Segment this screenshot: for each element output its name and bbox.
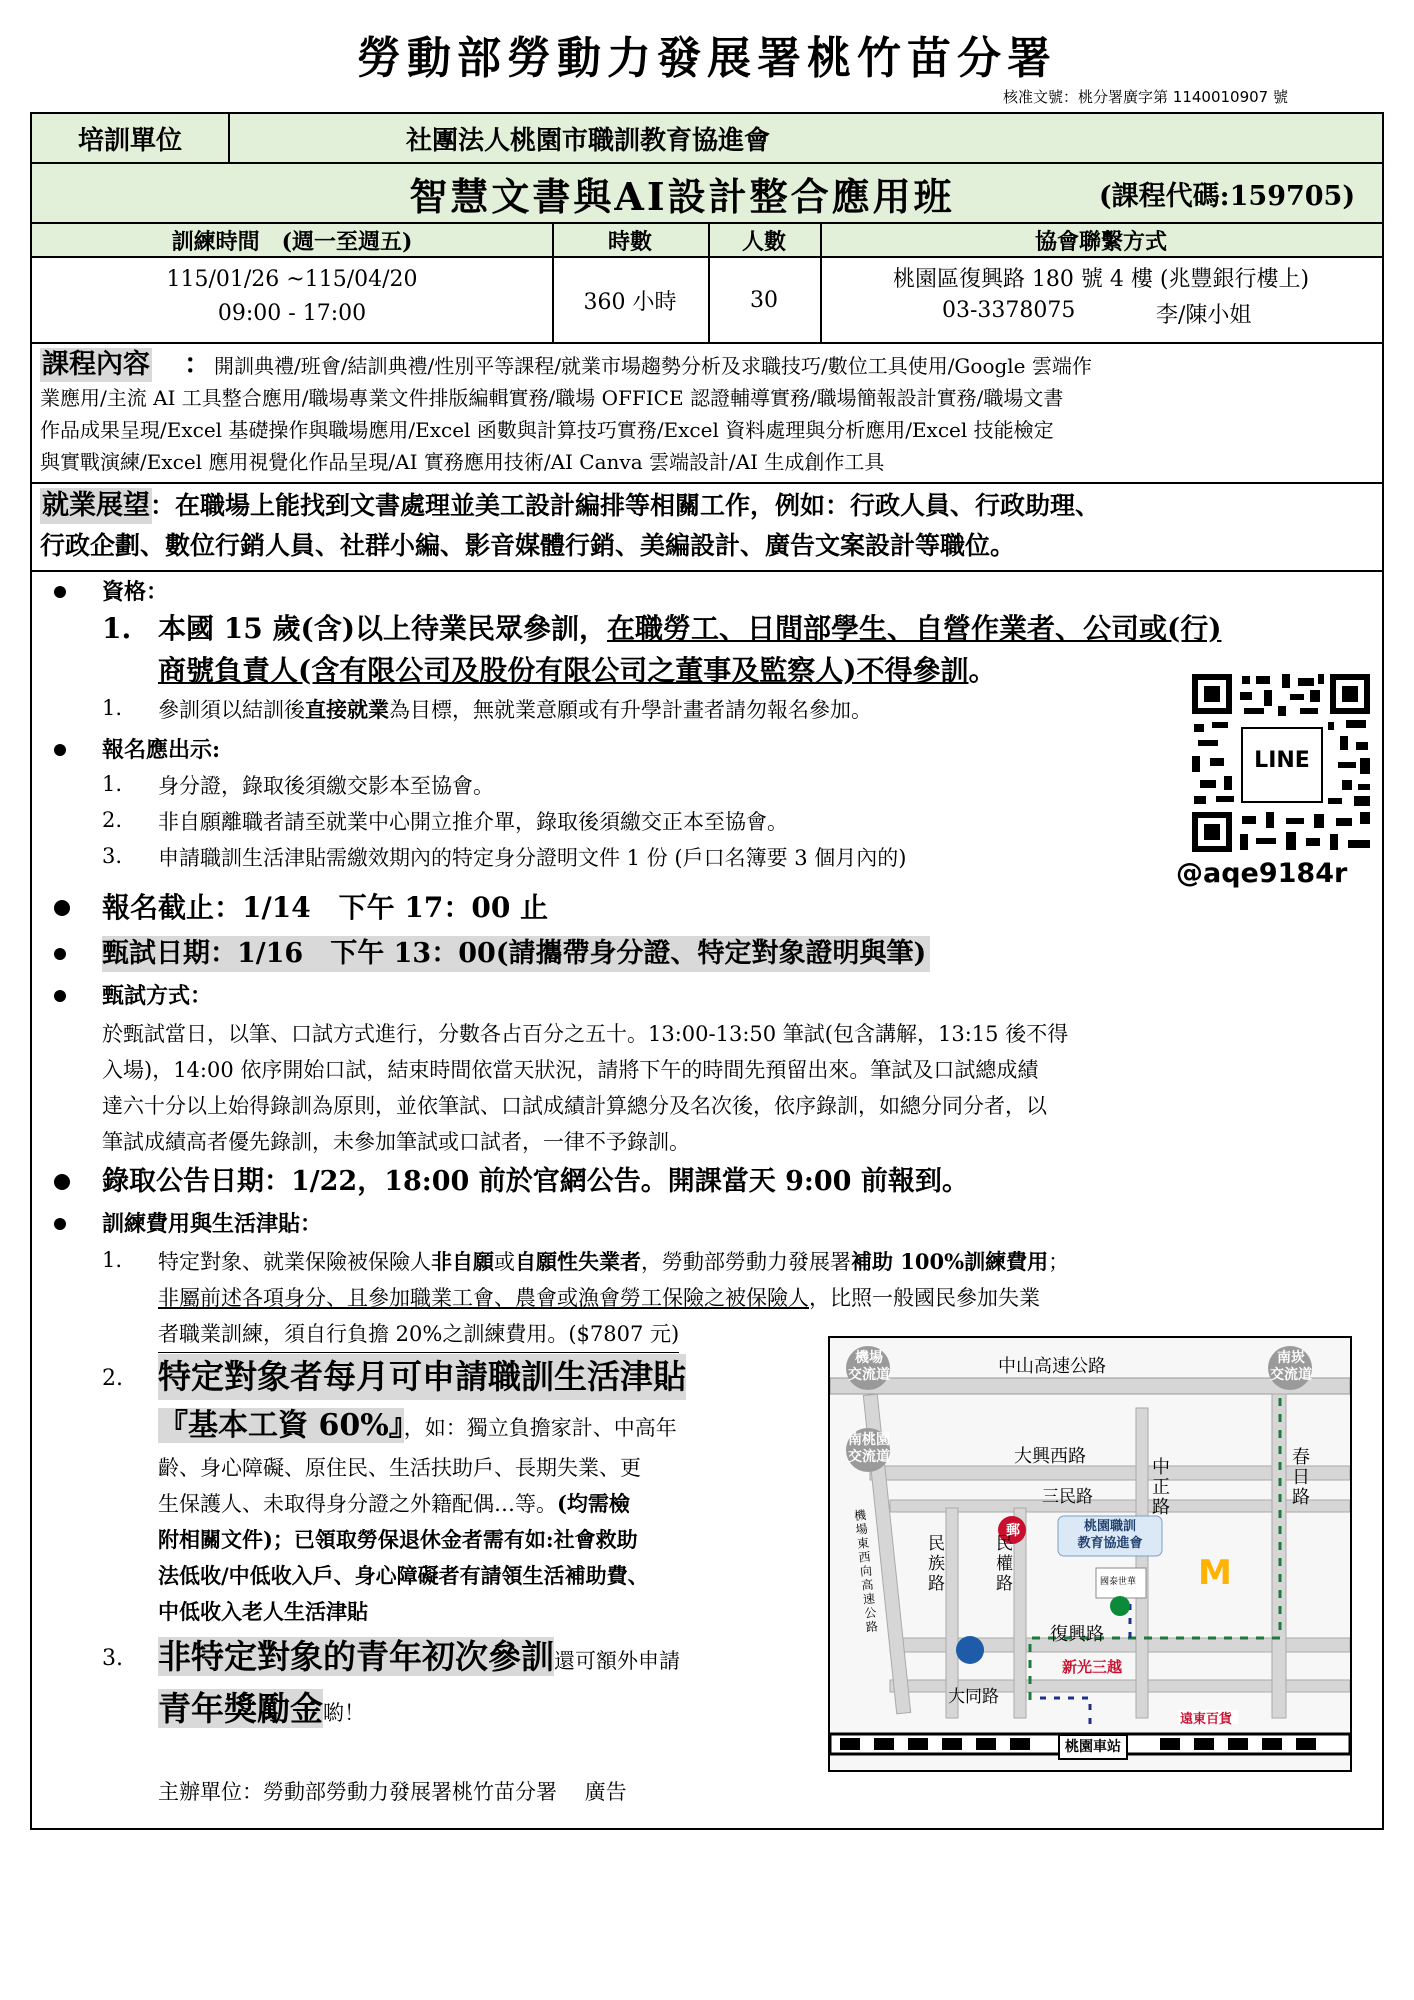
map-label-sanmin: 三民路 [1042, 1487, 1093, 1507]
time-range: 09:00 - 17:00 [217, 300, 367, 326]
registration-item: 身分證，錄取後須繳交影本至協會。 [158, 774, 494, 798]
line-label: LINE [1254, 748, 1310, 773]
map-label-daxing: 大興西路 [1014, 1446, 1086, 1467]
item-number: 1. [102, 1248, 123, 1272]
map-label-datong: 大同路 [948, 1687, 999, 1707]
unit-value: 社團法人桃園市職訓教育協進會 [405, 125, 770, 156]
map-label-airport: 機場 交流道 [848, 1350, 890, 1383]
col-contact-header: 協會聯繫方式 [1034, 228, 1167, 255]
bullet [54, 1218, 66, 1230]
registration-deadline: 報名截止：1/14 下午 17：00 止 [102, 891, 549, 924]
youth-bonus-cont: 青年獎勵金喲！ [158, 1689, 365, 1728]
exam-date: 甄試日期：1/16 下午 13：00(請攜帶身分證、特定對象證明與筆) [102, 936, 930, 972]
map-label-fareast: 遠東百貨 [1180, 1712, 1233, 1727]
col-people-header: 人數 [741, 228, 786, 255]
col-hours-header: 時數 [607, 228, 652, 255]
item-number: 1. [102, 612, 132, 645]
course-code: (課程代碼:159705) [1098, 180, 1356, 212]
living-allowance-wage: 『基本工資 60%』，如：獨立負擔家計、中高年 [158, 1408, 677, 1443]
qualification-item-1-cont: 商號負責人(含有限公司及股份有限公司之董事及監察人)不得參訓。 [158, 654, 997, 687]
bullet [54, 1174, 70, 1190]
map-label-fuxing: 復興路 [1050, 1624, 1104, 1645]
col-time-header: 訓練時間 (週一至週五) [171, 228, 413, 255]
living-allowance-line: 附相關文件)；已領取勞保退休金者需有如:社會救助 [158, 1527, 638, 1552]
map-label-nankan: 南桃園 交流道 [848, 1432, 890, 1465]
fees-item-1-cont: 非屬前述各項身分、且參加職業工會、農會或漁會勞工保險之被保險人，比照一般國民參加失業 [158, 1286, 1040, 1310]
map-label-bank: 國泰世華 [1100, 1577, 1137, 1587]
youth-bonus: 非特定對象的青年初次參訓還可額外申請 [158, 1637, 680, 1676]
map-label-center: 桃園職訓 教育協進會 [1077, 1519, 1143, 1551]
location-map [828, 1336, 1352, 1772]
career-line: ：在職場上能找到文書處理並美工設計編排等相關工作，例如：行政人員、行政助理、 [150, 491, 1101, 520]
living-allowance-line: 齡、身心障礙、原住民、生活扶助戶、長期失業、更 [158, 1456, 641, 1480]
course-content-line: 作品成果呈現/Excel 基礎操作與職場應用/Excel 函數與計算技巧實務/Excel 資料處理與分析應用/Excel 技能檢定 [40, 418, 1054, 442]
bullet [54, 948, 66, 960]
qualification-item-1: 本國 15 歲(含)以上待業民眾參訓，在職勞工、日間部學生、自營作業者、公司或(行) [158, 612, 1222, 645]
map-label-chunri: 春日路 [1292, 1447, 1310, 1508]
fees-item-1: 特定對象、就業保險被保險人非自願或自願性失業者，勞動部勞動力發展署補助 100%訓練費用； [158, 1249, 1070, 1274]
map-label-highway: 中山高速公路 [998, 1356, 1106, 1377]
map-label-dongxi: 機場東西向高速公路 [853, 1507, 879, 1635]
hours-value: 360 小時 [583, 289, 677, 315]
map-label-shinkong: 新光三越 [1062, 1658, 1123, 1676]
map-label-minquan: 民權路 [996, 1534, 1013, 1594]
contact-address: 桃園區復興路 180 號 4 樓 (兆豐銀行樓上) [892, 266, 1310, 292]
page-title: 勞動部勞動力發展署桃竹苗分署 [357, 33, 1057, 84]
exam-method-line: 達六十分以上始得錄訓為原則，並依筆試、口試成績計算總分及名次後，依序錄訓，如總分同分者，以 [102, 1094, 1047, 1118]
course-content-colon: ： [184, 349, 211, 380]
registration-item: 非自願離職者請至就業中心開立推介單，錄取後須繳交正本至協會。 [158, 810, 788, 834]
contact-phone: 03-3378075 [942, 298, 1076, 323]
career-label: 就業展望 [40, 488, 152, 524]
item-number: 3. [102, 1646, 123, 1671]
line-handle[interactable]: @aqe9184r [1176, 858, 1348, 889]
living-allowance-title: 特定對象者每月可申請職訓生活津貼 [158, 1354, 686, 1400]
living-allowance-line: 生保護人、未取得身分證之外籍配偶…等。(均需檢 [158, 1491, 630, 1516]
qualification-label: 資格： [102, 579, 169, 605]
organizer-footer: 主辦單位：勞動部勞動力發展署桃竹苗分署 廣告 [158, 1780, 627, 1804]
unit-label: 培訓單位 [77, 125, 182, 156]
item-number: 1. [102, 772, 123, 796]
map-roads [830, 1338, 1350, 1770]
map-label-nankan-interchange: 南崁 交流道 [1270, 1350, 1312, 1383]
item-number: 2. [102, 808, 123, 832]
map-post-icon: 郵 [1006, 1523, 1020, 1539]
date-range: 115/01/26 ~115/04/20 [166, 266, 418, 292]
bullet [54, 586, 66, 598]
people-value: 30 [750, 287, 778, 313]
fees-item-1-cont: 者職業訓練，須自行負擔 20%之訓練費用。($7807 元) [158, 1316, 679, 1353]
contact-person: 李/陳小姐 [1156, 303, 1252, 328]
item-number: 2. [102, 1366, 123, 1391]
course-title: 智慧文書與AI設計整合應用班 [409, 173, 955, 219]
qualification-item-2: 參訓須以結訓後直接就業為目標，無就業意願或有升學計畫者請勿報名參加。 [158, 697, 872, 722]
approval-number: 核准文號：桃分署廣字第 1140010907 號 [1003, 88, 1288, 106]
item-number: 1. [102, 696, 123, 720]
line-qr-code[interactable] [1190, 672, 1374, 856]
map-label-station: 桃園車站 [1058, 1734, 1128, 1760]
career-line: 行政企劃、數位行銷人員、社群小編、影音媒體行銷、美編設計、廣告文案設計等職位。 [40, 531, 1016, 560]
flyer-frame [30, 112, 1384, 1830]
course-content-label: 課程內容 [42, 349, 150, 380]
fees-label: 訓練費用與生活津貼： [102, 1211, 323, 1237]
registration-item: 申請職訓生活津貼需繳效期內的特定身分證明文件 1 份 (戶口名簿要 3 個月內的) [158, 846, 907, 870]
course-content-line: 業應用/主流 AI 工具整合應用/職場專業文件排版編輯實務/職場 OFFICE 認證輔導實務/職場簡報設計實務/職場文書 [40, 386, 1064, 410]
item-number: 3. [102, 844, 123, 868]
bullet [54, 900, 70, 916]
registration-label: 報名應出示: [102, 737, 221, 763]
exam-method-line: 於甄試當日，以筆、口試方式進行，分數各占百分之五十。13:00-13:50 筆試(包含講解，13:15 後不得 [102, 1022, 1069, 1046]
svg-text:M: M [1198, 1553, 1232, 1593]
bullet [54, 990, 66, 1002]
map-label-minzu: 民族路 [928, 1534, 945, 1594]
course-content-line: 與實戰演練/Excel 應用視覺化作品呈現/AI 實務應用技術/AI Canva 雲端設計/AI 生成創作工具 [40, 450, 885, 474]
exam-method-line: 筆試成績高者優先錄訓，未參加筆試或口試者，一律不予錄訓。 [102, 1130, 690, 1154]
exam-method-line: 入場)，14:00 依序開始口試，結束時間依當天狀況，請將下午的時間先預留出來。筆試及口試總成績 [102, 1058, 1039, 1082]
living-allowance-line: 法低收/中低收入戶、身心障礙者有請領生活補助費、 [158, 1563, 649, 1588]
map-label-zhongzheng: 中正路 [1152, 1457, 1170, 1518]
exam-method-label: 甄試方式： [102, 983, 213, 1009]
announcement: 錄取公告日期：1/22，18:00 前於官網公告。開課當天 9:00 前報到。 [102, 1166, 969, 1197]
bullet [54, 744, 66, 756]
course-content-line: 開訓典禮/班會/結訓典禮/性別平等課程/就業市場趨勢分析及求職技巧/數位工具使用/Google 雲端作 [214, 354, 1092, 378]
living-allowance-line: 中低收入老人生活津貼 [158, 1599, 368, 1624]
